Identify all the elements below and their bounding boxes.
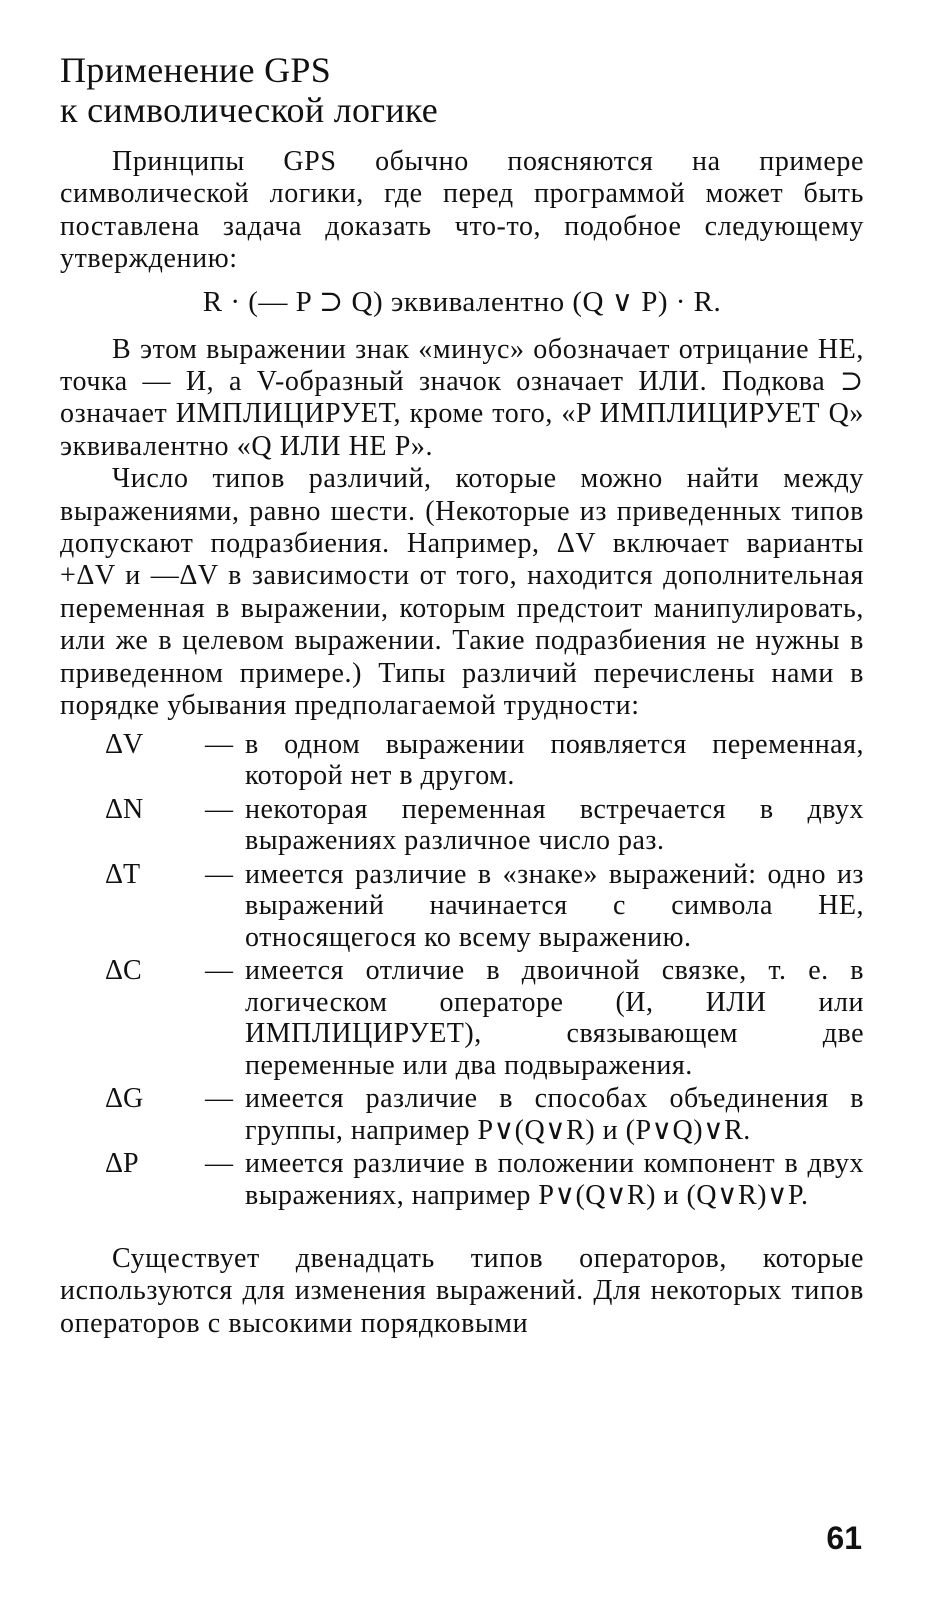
definition-dash: —: [205, 955, 233, 986]
operators-paragraph: Существует двенадцать типов операторов, которые используются для изменения выражений. Для некоторых типов операторов с высокими порядковыми: [60, 1243, 864, 1339]
definition-dash: —: [205, 1148, 233, 1179]
notation-paragraph: В этом выражении знак «минус» обозначает отрицание НЕ, точка — И, а V-образный значок означает ИЛИ. Подкова ⊃ означает ИМПЛИЦИРУЕТ, кроме того, «P ИМПЛИЦИРУЕТ Q» эквивалентно «Q ИЛИ НЕ P».: [60, 333, 864, 462]
definition-dash: —: [205, 858, 233, 890]
definition-text: некоторая переменная встречается в двух выражениях различное число раз.: [245, 793, 864, 856]
definition-item: [60, 859, 864, 954]
title-line-1: Применение GPS: [60, 50, 332, 90]
title-line-2: к символической логике: [60, 90, 439, 130]
definition-dash: —: [205, 793, 233, 825]
definition-item: [60, 729, 864, 792]
page-body: [60, 50, 864, 1340]
difference-types-list: [60, 729, 864, 1212]
difference-types-paragraph: Число типов различий, которые можно найти между выражениями, равно шести. (Некоторые из приведенных типов допускают подразбиения. Например, ΔV включает варианты +ΔV и —ΔV в зависимости от того, находится дополнительная переменная в выражении, которым предстоит манипулировать, или же в целевом выражении. Такие подразбиения не нужны в приведенном примере.) Типы различий перечислены нами в порядке убывания предполагаемой трудности:: [60, 463, 864, 722]
spacer: [60, 1213, 864, 1243]
definition-term: ΔG: [105, 1083, 144, 1114]
definition-dash: —: [205, 728, 233, 760]
definition-item: [60, 1148, 864, 1211]
definition-text: имеется различие в «знаке» выражений: одно из выражений начинается с символа НЕ, относящегося ко всему выражению.: [245, 858, 864, 953]
definition-text: в одном выражении появляется переменная, которой нет в другом.: [245, 728, 864, 791]
definition-term: ΔV: [105, 728, 144, 760]
intro-paragraph: Принципы GPS обычно поясняются на примере символической логики, где перед программой может быть поставлена задача доказать что-то, подобное следующему утверждению:: [60, 146, 864, 275]
formula: R · (— P ⊃ Q) эквивалентно (Q ∨ P) · R.: [202, 285, 722, 318]
page-number: 61: [826, 1520, 862, 1556]
definition-item: [60, 955, 864, 1081]
definition-item: [60, 794, 864, 857]
definition-text: имеется различие в способах объединения в группы, например P∨(Q∨R) и (P∨Q)∨R.: [245, 1083, 864, 1146]
definition-term: ΔC: [105, 955, 142, 986]
definition-dash: —: [205, 1083, 233, 1114]
definition-item: [60, 1083, 864, 1146]
definition-term: ΔN: [105, 793, 144, 825]
definition-text: имеется отличие в двоичной связке, т. е. в логическом операторе (И, ИЛИ или ИМПЛИЦИРУЕТ), связывающем две переменные или два подвыражения.: [245, 955, 864, 1081]
definition-term: ΔP: [105, 1148, 139, 1179]
section-title: [60, 50, 864, 130]
definition-term: ΔT: [105, 858, 141, 890]
definition-text: имеется различие в положении компонент в двух выражениях, например P∨(Q∨R) и (Q∨R)∨P.: [245, 1148, 864, 1211]
